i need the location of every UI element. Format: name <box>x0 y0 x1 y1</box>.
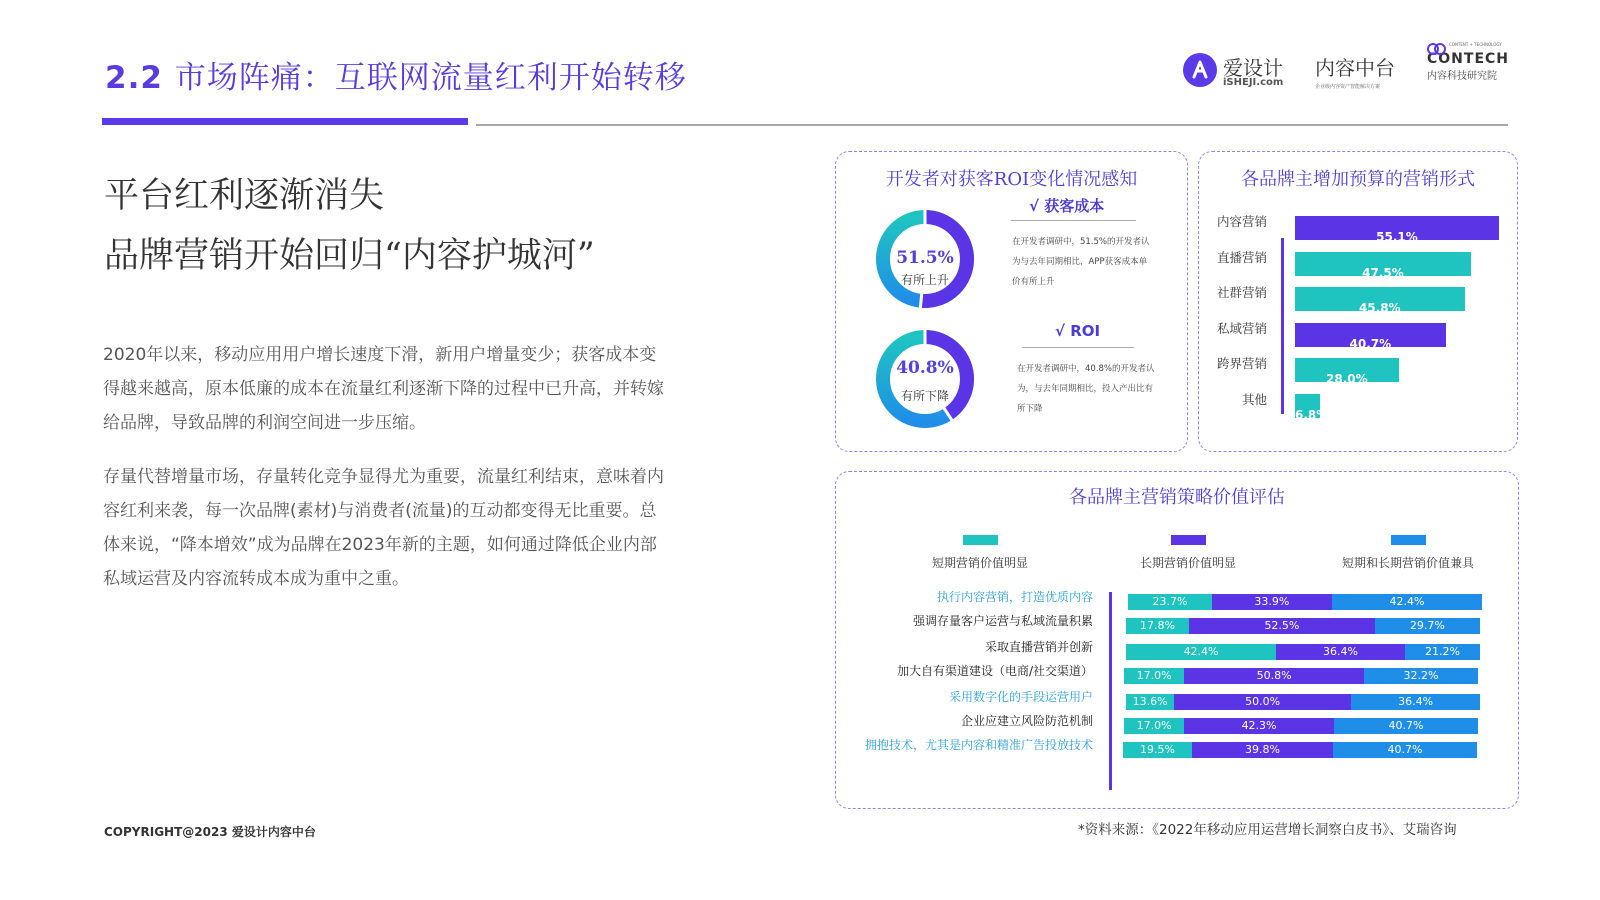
donut-roi-value: 40.8% <box>896 358 954 378</box>
stacked-row <box>1126 644 1480 660</box>
paragraph-2: 存量代替增量市场，存量转化竞争显得尤为重要，流量红利结束，意味着内容红利来袭，每一次品牌(素材)与消费者(流量)的互动都变得无比重要。总体来说，“降本增效”成为品牌在2023年新的主题，如何通过降低企业内部私域运营及内容流转成本成为重中之重。 <box>103 467 664 589</box>
donut-separator <box>920 293 922 309</box>
copyright: COPYRIGHT@2023 爱设计内容中台 <box>104 825 316 839</box>
stacked-segment-value: 42.3% <box>1241 719 1277 732</box>
stacked-segment-value: 32.2% <box>1403 669 1439 682</box>
stacked-segment-value: 17.8% <box>1140 619 1175 632</box>
stacked-category-label: 加大自有渠道建设（电商/社交渠道） <box>896 664 1093 678</box>
stacked-segment-value: 40.7% <box>1388 719 1424 732</box>
bar-1 <box>1295 216 1499 244</box>
roi-panel-title: 开发者对获客ROI变化情况感知 <box>885 169 1138 190</box>
page-title <box>105 52 687 97</box>
content-hub-logo-name: 内容中台 <box>1315 56 1395 80</box>
strategy-value-panel <box>835 471 1519 809</box>
donut-acquisition-cost-caption: 有所上升 <box>900 273 949 287</box>
title-accent-bar <box>102 118 468 125</box>
headline-line-1: 平台红利逐渐消失 <box>104 176 385 216</box>
stacked-segment <box>1184 718 1334 734</box>
source-note: *资料来源：《2022年移动应用运营增长洞察白皮书》、艾瑞咨询 <box>1078 822 1457 838</box>
stacked-category-label: 采取直播营销并创新 <box>984 640 1093 654</box>
bar-5 <box>1295 358 1399 386</box>
paragraph-1: 2020年以来，移动应用用户增长速度下滑，新用户增量变少；获客成本变得越来越高，原本低廉的成本在流量红利逐渐下降的过程中已升高，并转嫁给品牌，导致品牌的利润空间进一步压缩。 <box>103 345 664 433</box>
stacked-segment <box>1405 644 1480 660</box>
check-underline <box>1022 347 1134 348</box>
donut-roi-caption: 有所下降 <box>900 389 949 403</box>
stacked-segment-value: 42.4% <box>1183 645 1219 658</box>
budget-form-panel-title: 各品牌主增加预算的营销形式 <box>1241 169 1475 190</box>
bar-3 <box>1295 287 1465 315</box>
content-hub-logo-sub: 企业级内容资产智能解决方案 <box>1315 84 1381 90</box>
bar-chart-axis <box>1281 238 1284 414</box>
stacked-row <box>1128 594 1482 610</box>
legend-swatch-long-term <box>1171 535 1206 545</box>
stacked-segment <box>1124 668 1184 684</box>
bar-value-label: 28.0% <box>1326 372 1368 386</box>
stacked-segment <box>1174 694 1351 710</box>
stacked-row <box>1124 718 1478 734</box>
stacked-category-label: 强调存量客户运营与私域流量积累 <box>912 614 1093 628</box>
contech-logo-icon <box>1427 42 1447 56</box>
stacked-row <box>1126 694 1480 710</box>
stacked-category-label: 企业应建立风险防范机制 <box>960 714 1093 728</box>
header-divider <box>476 124 1508 126</box>
stacked-segment <box>1333 742 1477 758</box>
bar-6 <box>1295 394 1329 422</box>
contech-logo-sub: 内容科技研究院 <box>1427 71 1497 82</box>
stacked-segment-value: 17.0% <box>1136 669 1172 682</box>
stacked-category-label: 执行内容营销，打造优质内容 <box>936 590 1093 604</box>
bar-category-label: 内容营销 <box>1216 214 1267 229</box>
stacked-chart-axis <box>1109 592 1112 790</box>
stacked-segment <box>1128 594 1212 610</box>
stacked-segment <box>1192 742 1333 758</box>
stacked-segment <box>1276 644 1405 660</box>
check-acquisition-cost: √ 获客成本 <box>1029 197 1105 215</box>
contech-logo-name: CONTECH <box>1427 51 1509 67</box>
strategy-value-panel-title: 各品牌主营销策略价值评估 <box>1069 487 1285 508</box>
legend-swatch-short-term <box>963 535 998 545</box>
bar-4 <box>1295 323 1446 351</box>
stacked-segment-value: 33.9% <box>1254 595 1290 608</box>
bar-value-label: 40.7% <box>1349 336 1392 351</box>
stacked-segment-value: 42.4% <box>1389 595 1425 608</box>
isheji-logo <box>1183 51 1293 93</box>
stacked-segment <box>1212 594 1332 610</box>
stacked-segment-value: 52.5% <box>1264 619 1300 632</box>
legend-long-term: 长期营销价值明显 <box>1139 556 1236 570</box>
isheji-logo-sub: iSHEJI.com <box>1223 77 1284 88</box>
stacked-segment-value: 19.5% <box>1140 743 1175 756</box>
stacked-segment-value: 21.2% <box>1424 645 1460 658</box>
isheji-logo-icon <box>1183 53 1217 87</box>
check-roi: √ ROI <box>1055 322 1101 340</box>
donut-roi <box>870 324 980 434</box>
stacked-segment <box>1126 618 1189 634</box>
stacked-segment-value: 39.8% <box>1244 743 1280 756</box>
stacked-segment <box>1364 668 1478 684</box>
isheji-logo-name: 爱设计 <box>1223 56 1283 80</box>
stacked-segment-value: 23.7% <box>1152 595 1188 608</box>
stacked-segment <box>1126 644 1276 660</box>
stacked-segment <box>1184 668 1364 684</box>
stacked-segment <box>1123 742 1192 758</box>
stacked-segment <box>1124 718 1184 734</box>
note-acquisition-cost: 在开发者调研中，51.5%的开发者认为与去年同期相比，APP获客成本单价有所上升 <box>1012 237 1150 287</box>
stacked-segment-value: 50.0% <box>1245 695 1281 708</box>
stacked-category-label: 采用数字化的手段运营用户 <box>948 690 1093 704</box>
section-title: 市场阵痛：互联网流量红利开始转移 <box>174 60 687 96</box>
stacked-row <box>1126 618 1480 634</box>
stacked-segment-value: 29.7% <box>1409 619 1445 632</box>
bar-value-label: 55.1% <box>1376 230 1418 244</box>
stacked-category-label: 拥抱技术，尤其是内容和精准广告投放技术 <box>864 738 1093 752</box>
roi-panel <box>835 151 1188 452</box>
contech-logo <box>1427 42 1515 82</box>
bar-category-label: 其他 <box>1241 391 1267 407</box>
legend-both: 短期和长期营销价值兼具 <box>1341 556 1474 570</box>
stacked-segment-value: 17.0% <box>1136 719 1172 732</box>
bar-value-label: 6.8% <box>1295 407 1329 422</box>
section-number: 2.2 <box>105 60 163 96</box>
stacked-segment <box>1126 694 1174 710</box>
stacked-segment-value: 50.8% <box>1256 669 1292 682</box>
stacked-segment-value: 13.6% <box>1132 695 1168 708</box>
bar-2 <box>1295 252 1471 280</box>
stacked-segment <box>1332 594 1482 610</box>
headline-line-2: 品牌营销开始回归“内容护城河” <box>104 236 595 276</box>
bar-category-label: 社群营销 <box>1216 285 1267 300</box>
check-underline <box>1011 220 1136 221</box>
content-hub-logo <box>1315 52 1405 90</box>
donut-acquisition-cost-value: 51.5% <box>896 248 954 268</box>
bar-category-label: 私域营销 <box>1216 320 1267 336</box>
budget-form-panel <box>1198 151 1518 452</box>
contech-logo-tagline: CONTENT + TECHNOLOGY <box>1449 42 1502 47</box>
stacked-segment <box>1375 618 1480 634</box>
bar-category-label: 直播营销 <box>1216 249 1267 265</box>
stacked-segment <box>1189 618 1375 634</box>
headline <box>104 166 595 286</box>
stacked-segment-value: 36.4% <box>1323 645 1358 658</box>
stacked-segment <box>1351 694 1480 710</box>
bar-value-label: 45.8% <box>1358 301 1401 315</box>
legend-short-term: 短期营销价值明显 <box>931 556 1028 570</box>
stacked-row <box>1123 742 1477 758</box>
stacked-segment-value: 40.7% <box>1387 743 1423 756</box>
legend-swatch-both <box>1391 535 1426 545</box>
stacked-segment <box>1334 718 1478 734</box>
stacked-row <box>1124 668 1478 684</box>
stacked-segment-value: 36.4% <box>1398 695 1434 708</box>
bar-value-label: 47.5% <box>1362 265 1404 280</box>
note-roi: 在开发者调研中，40.8%的开发者认为，与去年同期相比，投入产出比有所下降 <box>1017 364 1155 414</box>
bar-category-label: 跨界营销 <box>1216 356 1267 371</box>
